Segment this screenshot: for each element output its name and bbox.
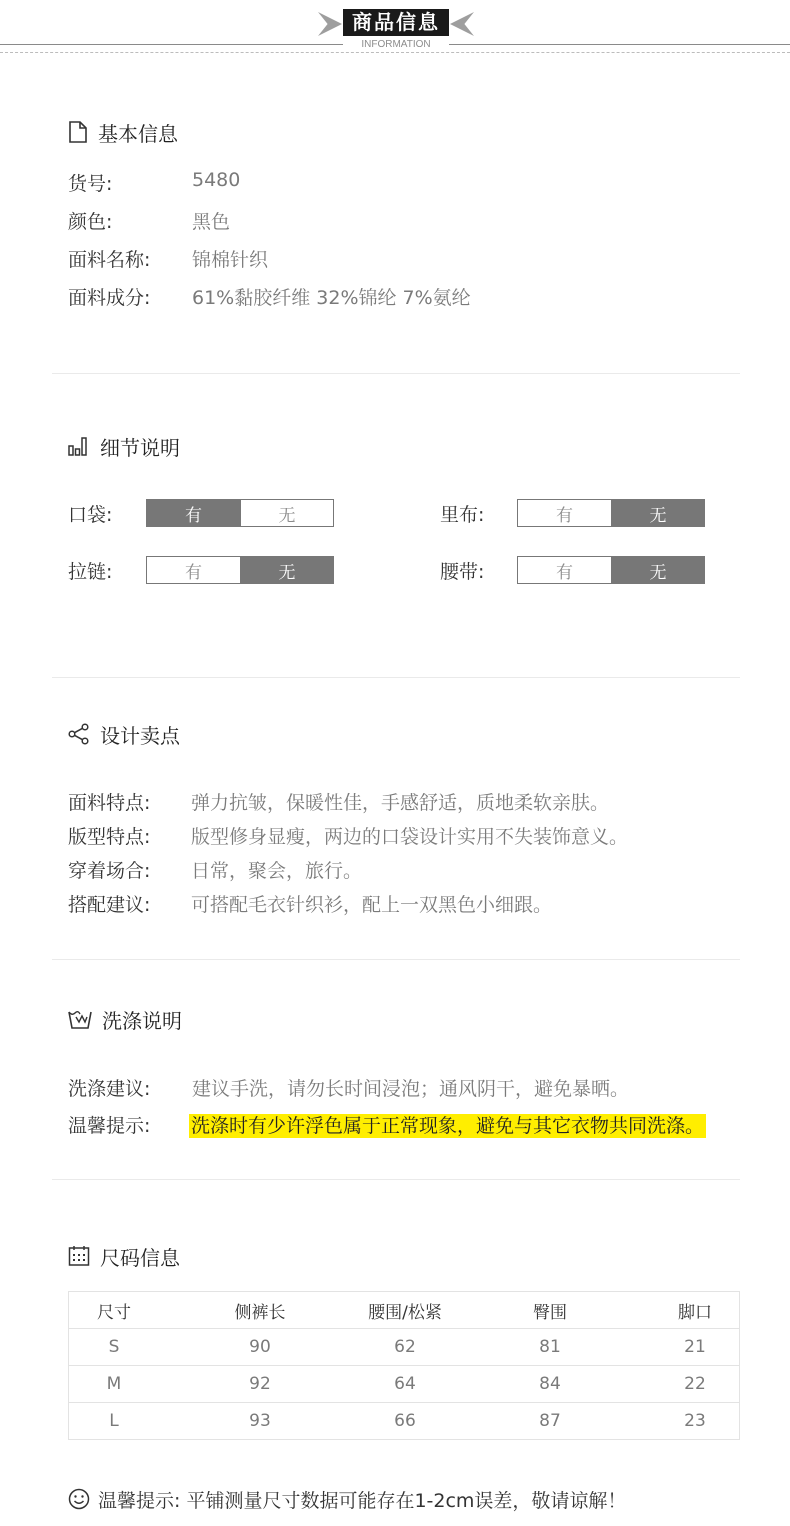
basic-label: 颜色:: [68, 211, 113, 233]
tip-text: 温馨提示: 平铺测量尺寸数据可能存在1-2cm误差，敬请谅解！: [98, 1489, 627, 1512]
option-yes: 有: [147, 500, 240, 526]
section-title-label: 洗涤说明: [102, 1008, 182, 1033]
table-cell: 90: [160, 1329, 360, 1366]
table-cell: M: [68, 1366, 160, 1403]
section-title-label: 细节说明: [100, 435, 180, 460]
table-row: [68, 1403, 740, 1440]
table-cell: 87: [450, 1403, 650, 1440]
table-row: [68, 1329, 740, 1366]
section-divider: [52, 373, 740, 374]
table-cell: 93: [160, 1403, 360, 1440]
section-basic-title: [68, 119, 178, 145]
washing-value: 建议手洗，请勿长时间浸泡；通风阴干，避免暴晒。: [192, 1078, 630, 1100]
table-cell: 92: [160, 1366, 360, 1403]
detail-label: 里布:: [440, 504, 485, 526]
detail-label: 腰带:: [440, 561, 485, 583]
option-no: 无: [240, 557, 333, 583]
basic-value: 黑色: [192, 211, 231, 233]
document-icon: [68, 121, 88, 143]
toggle-lining: [517, 499, 705, 527]
toggle-pocket: [146, 499, 334, 527]
page-title: 商品信息: [343, 9, 449, 36]
table-cell: 22: [650, 1366, 740, 1403]
table-header-cell: 尺寸: [68, 1292, 160, 1329]
table-cell: 23: [650, 1403, 740, 1440]
basic-label: 面料成分:: [68, 287, 151, 309]
table-cell: 21: [650, 1329, 740, 1366]
section-size-title: [68, 1243, 180, 1269]
selling-label: 搭配建议:: [68, 894, 151, 916]
table-cell: L: [68, 1403, 160, 1440]
section-divider: [52, 1179, 740, 1180]
basic-value: 锦棉针织: [192, 249, 269, 271]
highlighted-note: 洗涤时有少许浮色属于正常现象，避免与其它衣物共同洗涤。: [191, 1115, 705, 1137]
section-divider: [52, 959, 740, 960]
option-no: 无: [611, 500, 704, 526]
table-header-row: [68, 1292, 740, 1329]
selling-label: 版型特点:: [68, 826, 151, 848]
option-yes: 有: [518, 500, 611, 526]
option-yes: 有: [147, 557, 240, 583]
table-cell: S: [68, 1329, 160, 1366]
section-title-label: 设计卖点: [100, 723, 180, 748]
table-header-cell: 脚口: [650, 1292, 740, 1329]
table-cell: 81: [450, 1329, 650, 1366]
section-title-label: 基本信息: [98, 121, 178, 146]
calendar-grid-icon: [68, 1245, 90, 1267]
option-no: 无: [611, 557, 704, 583]
share-icon: [68, 723, 90, 745]
wash-basin-icon: [68, 1008, 92, 1030]
basic-value: 5480: [192, 169, 241, 191]
table-row: [68, 1366, 740, 1403]
detail-label: 口袋:: [68, 504, 113, 526]
size-table: [68, 1291, 740, 1440]
page-subtitle: INFORMATION: [343, 38, 449, 52]
table-header-cell: 臀围: [450, 1292, 650, 1329]
basic-label: 货号:: [68, 173, 113, 195]
washing-label: 温馨提示:: [68, 1115, 151, 1137]
detail-label: 拉链:: [68, 561, 113, 583]
header-dashed-rule: [0, 52, 790, 53]
section-divider: [52, 677, 740, 678]
header-right-arrow-icon: [450, 12, 474, 36]
section-washing-title: [68, 1006, 182, 1032]
measurement-tip: [68, 1485, 626, 1513]
selling-label: 穿着场合:: [68, 860, 151, 882]
selling-value: 弹力抗皱，保暖性佳，手感舒适，质地柔软亲肤。: [191, 792, 610, 814]
table-header-cell: 侧裤长: [160, 1292, 360, 1329]
section-details-title: [68, 433, 180, 459]
table-cell: 66: [360, 1403, 450, 1440]
washing-label: 洗涤建议:: [68, 1078, 151, 1100]
table-header-cell: 腰围/松紧: [360, 1292, 450, 1329]
table-cell: 84: [450, 1366, 650, 1403]
section-selling-title: [68, 721, 180, 747]
toggle-zipper: [146, 556, 334, 584]
bar-chart-icon: [68, 436, 90, 456]
selling-value: 可搭配毛衣针织衫，配上一双黑色小细跟。: [191, 894, 553, 916]
selling-label: 面料特点:: [68, 792, 151, 814]
table-cell: 64: [360, 1366, 450, 1403]
smile-icon: [68, 1488, 90, 1510]
section-title-label: 尺码信息: [100, 1245, 180, 1270]
selling-value: 日常，聚会，旅行。: [191, 860, 363, 882]
selling-value: 版型修身显瘦，两边的口袋设计实用不失装饰意义。: [191, 826, 629, 848]
option-yes: 有: [518, 557, 611, 583]
basic-value: 61%黏胶纤维 32%锦纶 7%氨纶: [192, 287, 471, 309]
toggle-belt: [517, 556, 705, 584]
table-cell: 62: [360, 1329, 450, 1366]
basic-label: 面料名称:: [68, 249, 151, 271]
washing-warning: [191, 1111, 706, 1138]
header-left-arrow-icon: [318, 12, 342, 36]
option-no: 无: [240, 500, 333, 526]
